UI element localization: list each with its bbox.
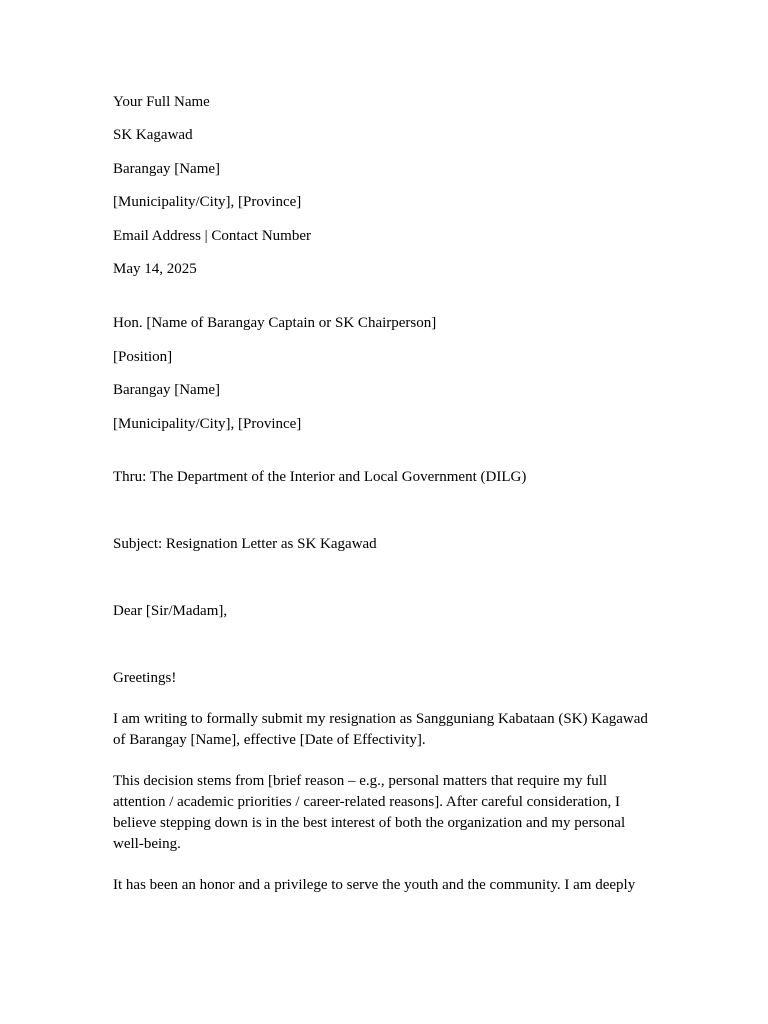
letter-body [113,92,658,916]
salutation: Dear [Sir/Madam], [113,602,228,619]
spacer [113,488,658,534]
sender-block [113,92,658,280]
sender-contact: Email Address | Contact Number [113,227,311,244]
subject-line: Subject: Resignation Letter as SK Kagawad [113,535,377,552]
paragraph: It has been an honor and a privilege to serve the youth and the community. I am deeply [113,876,636,893]
sender-location: [Municipality/City], [Province] [113,194,302,211]
recipient-name: Hon. [Name of Barangay Captain or SK Chairperson] [113,315,437,332]
letter-date: May 14, 2025 [113,260,197,277]
spacer [113,447,658,467]
paragraph: I am writing to formally submit my resignation as Sangguniang Kabataan (SK) Kagawad of Barangay [Name], effective [Date of Effectivity]. [113,710,648,748]
spacer [113,689,658,709]
sender-name: Your Full Name [113,94,210,110]
greeting: Greetings! [113,669,177,686]
recipient-block [113,313,658,434]
spacer [113,622,658,668]
recipient-barangay: Barangay [Name] [113,382,221,399]
paragraph: This decision stems from [brief reason – e.g., personal matters that require my full attention / academic priorities / career-related reasons]. After careful consideration, I believe stepping down is in the best interest of both the organization and my personal well-being. [113,772,626,852]
recipient-position: [Position] [113,348,173,365]
sender-barangay: Barangay [Name] [113,160,221,177]
thru-line: Thru: The Department of the Interior and Local Government (DILG) [113,468,527,485]
spacer [113,292,658,313]
sender-position: SK Kagawad [113,127,193,144]
spacer [113,555,658,601]
recipient-location: [Municipality/City], [Province] [113,415,302,432]
